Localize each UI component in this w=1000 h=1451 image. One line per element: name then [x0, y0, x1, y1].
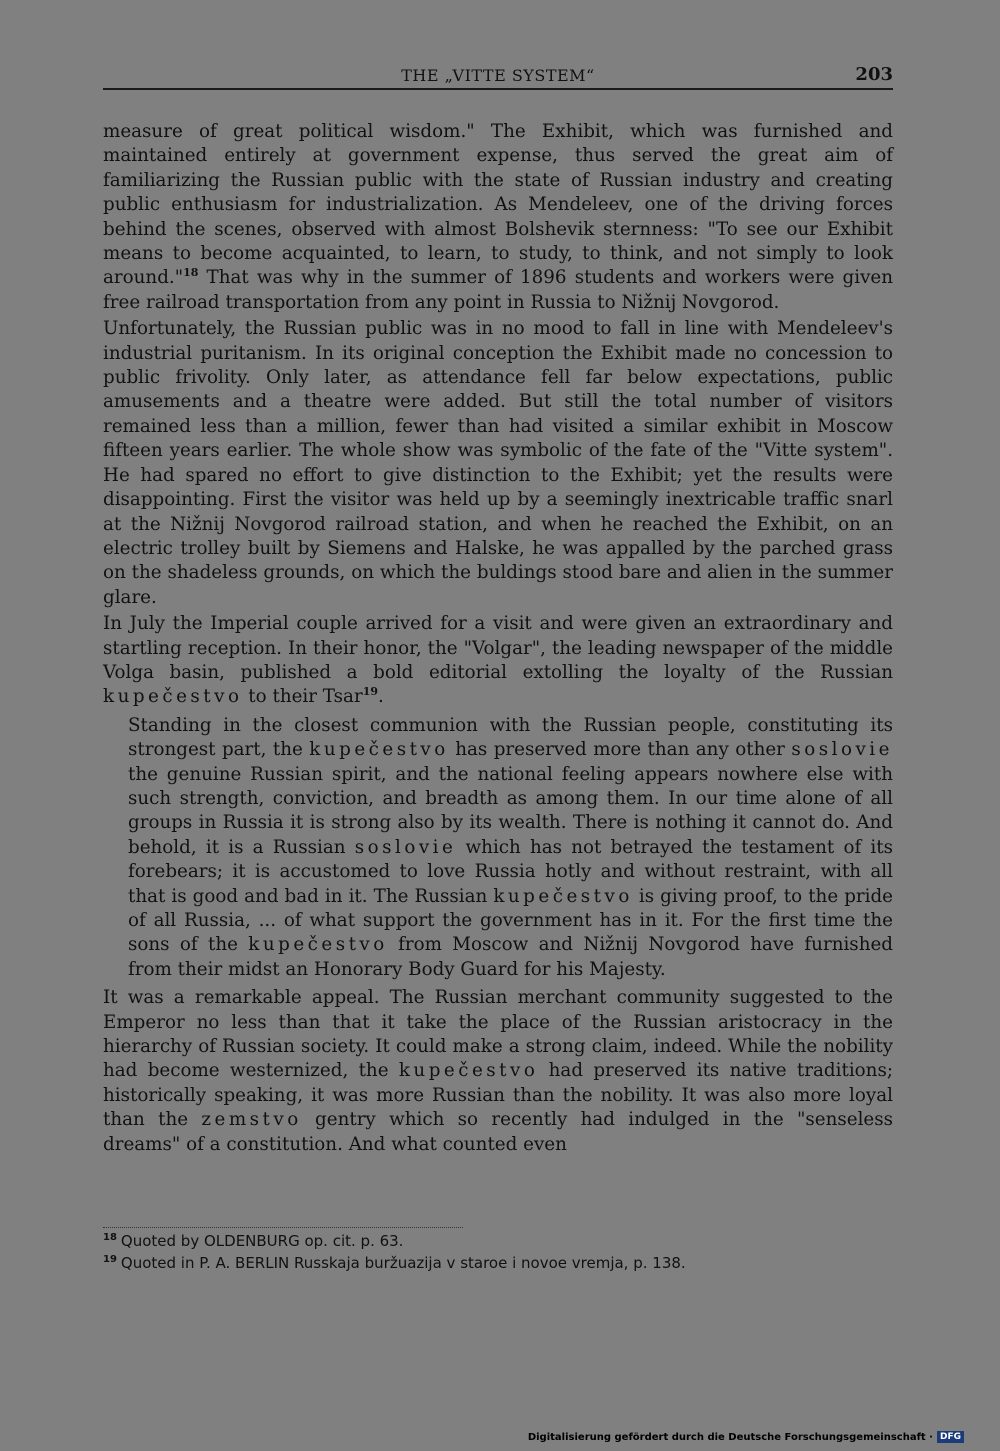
footnote: $^{18}$ Quoted by OLDENBURG op. cit. p. 63. [103, 1232, 404, 1250]
paragraph: In July the Imperial couple arrived for a visit and were given an extraordinary and startling reception. In their honor, the "Volgar", the leading newspaper of the middle Volga basin, published a bold editorial extolling the loyalty of the Russian kupečestvo to their Tsar$^{19}$. [103, 613, 893, 708]
footnote-ref[interactable]: 19 [362, 685, 379, 699]
paragraph: Unfortunately, the Russian public was in no mood to fall in line with Mendeleev's industrial puritanism. In its original conception the Exhibit made no concession to public frivolity. Only later, as attendance fell far below expectations, public amusements and a theatre were added. But still the total number of visitors remained less than a million, fewer than had visited a similar exhibit in Moscow fifteen years earlier. The whole show was symbolic of the fate of the "Vitte system". He had spared no effort to give distinction to the Exhibit; yet the results were disappointing. First the visitor was held up by a seemingly inextricable traffic snarl at the Nižnij Novgorod railroad station, and when he reached the Exhibit, on an electric trolley built by Siemens and Halske, he was appalled by the parched grass on the shadeless grounds, on which the buldings stood bare and alien in the summer glare. [103, 318, 893, 608]
body-text [103, 120, 893, 1159]
block-quote: Standing in the closest communion with the Russian people, constituting its strongest part, the kupečestvo has preserved more than any other soslovie the genuine Russian spirit, and the national feeling appears nowhere else with such strength, conviction, and breadth as among them. In our time alone of all groups in Russia it is strong also by its wealth. There is nothing it cannot do. And behold, it is a Russian soslovie which has not betrayed the testament of its forebears; it is accustomed to love Russia hotly and without restraint, with all that is good and bad in it. The Russian kupečestvo is giving proof, to the pride of all Russia, ... of what support the government has in it. For the first time the sons of the kupečestvo from Moscow and Nižnij Novgorod have furnished from their midst an Honorary Body Guard for his Majesty. [128, 714, 893, 980]
footnotes [103, 1227, 893, 1274]
page-header [103, 62, 893, 90]
footnote: $^{19}$ Quoted in P. A. BERLIN Russkaja buržuazija v staroe i novoe vremja, p. 138. [103, 1254, 686, 1272]
footnote-ref[interactable]: 18 [183, 266, 199, 280]
running-title: THE „VITTE SYSTEM“ [401, 66, 595, 85]
paragraph: It was a remarkable appeal. The Russian merchant community suggested to the Emperor no less than that it take the place of the Russian aristocracy in the hierarchy of Russian society. It could make a strong claim, indeed. While the nobility had become westernized, the kupečestvo had preserved its native traditions; historically speaking, it was more Russian than the nobility. It was also more loyal than the zemstvo gentry which so recently had indulged in the "senseless dreams" of a constitution. And what counted even [103, 987, 894, 1155]
dfg-logo-icon[interactable]: DFG [937, 1431, 964, 1443]
page-number: 203 [855, 64, 893, 85]
digitization-credit: Digitalisierung gefördert durch die Deutsche Forschungsgemeinschaft · DFG [528, 1431, 964, 1443]
paragraph: measure of great political wisdom." The Exhibit, which was furnished and maintained entirely at government expense, thus served the great aim of familiarizing the Russian public with the state of Russian industry and creating public enthusiasm for industrialization. As Mendeleev, one of the driving forces behind the scenes, observed with almost Bolshevik sternness: "To see our Exhibit means to become acquainted, to learn, to study, to think, and not simply to look around."$^{18}$ That was why in the summer of 1896 students and workers were given free railroad transportation from any point in Russia to Nižnij Novgorod. [103, 121, 893, 313]
footnote-divider [103, 1227, 463, 1228]
